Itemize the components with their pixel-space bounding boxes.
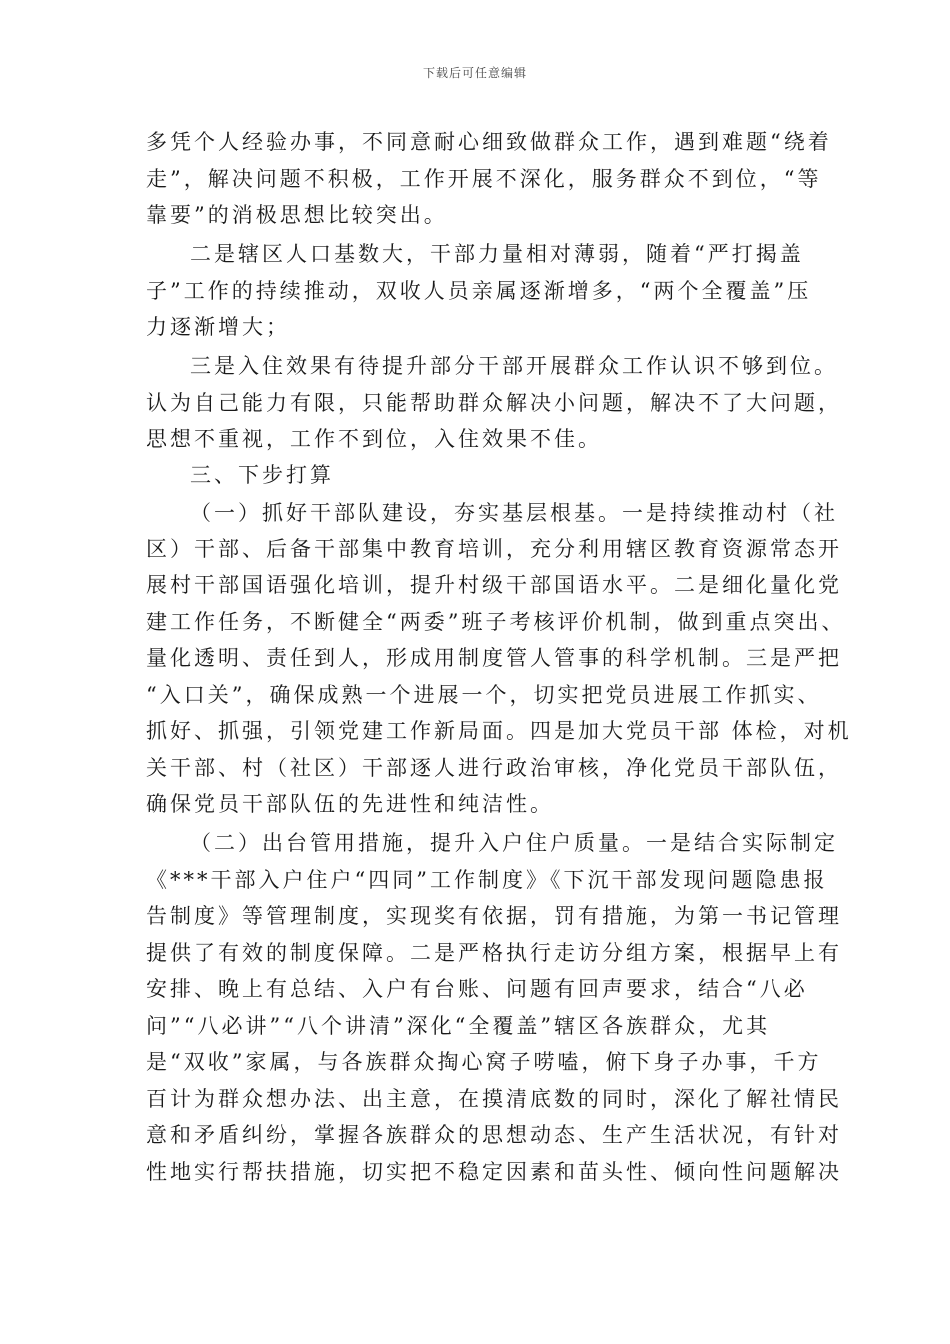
text-line: 认为自己能力有限，只能帮助群众解决小问题，解决不了大问题， <box>146 391 842 415</box>
text-line: 抓好、抓强，引领党建工作新局面。四是加大党员干部 体检，对机 <box>146 719 852 743</box>
text-line: 区）干部、后备干部集中教育培训，充分利用辖区教育资源常态开 <box>146 537 842 561</box>
text-line: 二是辖区人口基数大，干部力量相对薄弱，随着“严打揭盖 <box>190 242 804 266</box>
text-line: 思想不重视，工作不到位，入住效果不佳。 <box>146 427 602 451</box>
text-line: 三是入住效果有待提升部分干部开展群众工作认识不够到位。 <box>190 354 838 378</box>
text-line: （一）抓好干部队建设，夯实基层根基。一是持续推动村（社 <box>190 501 838 525</box>
text-line: 意和矛盾纠纷，掌握各族群众的思想动态、生产生活状况，有针对 <box>146 1123 842 1147</box>
text-line: 力逐渐增大； <box>146 315 290 339</box>
text-line: 告制度》等管理制度，实现奖有依据，罚有措施，为第一书记管理 <box>146 904 842 928</box>
text-line: “入口关”，确保成熟一个进展一个，切实把党员进展工作抓实、 <box>146 683 822 707</box>
section-heading: 三、下步打算 <box>190 463 334 487</box>
text-line: 子”工作的持续推动，双收人员亲属逐渐增多，“两个全覆盖”压 <box>146 279 812 303</box>
text-line: （二）出台管用措施，提升入户住户质量。一是结合实际制定 <box>190 831 838 855</box>
text-line: 提供了有效的制度保障。二是严格执行走访分组方案，根据早上有 <box>146 941 842 965</box>
text-line: 建工作任务，不断健全“两委”班子考核评价机制，做到重点突出、 <box>146 610 846 634</box>
text-line: 问”“八必讲”“八个讲清”深化“全覆盖”辖区各族群众，尤其 <box>146 1014 771 1038</box>
text-line: 关干部、村（社区）干部逐人进行政治审核，净化党员干部队伍， <box>146 756 842 780</box>
text-line: 《***干部入户住户“四同”工作制度》《下沉干部发现问题隐患报 <box>146 868 828 892</box>
text-line: 展村干部国语强化培训，提升村级干部国语水平。二是细化量化党 <box>146 573 842 597</box>
text-line: 安排、晚上有总结、入户有台账、问题有回声要求，结合“八必 <box>146 977 808 1001</box>
text-line: 走”，解决问题不积极，工作开展不深化，服务群众不到位，“等 <box>146 167 822 191</box>
text-line: 多凭个人经验办事，不同意耐心细致做群众工作，遇到难题“绕着 <box>146 130 832 154</box>
text-line: 靠要”的消极思想比较突出。 <box>146 203 448 227</box>
text-line: 性地实行帮扶措施，切实把不稳定因素和苗头性、倾向性问题解决 <box>146 1160 842 1184</box>
text-line: 量化透明、责任到人，形成用制度管人管事的科学机制。三是严把 <box>146 646 842 670</box>
text-line: 确保党员干部队伍的先进性和纯洁性。 <box>146 792 554 816</box>
page-header: 下载后可任意编辑 <box>422 66 527 80</box>
text-line: 是“双收”家属，与各族群众掏心窝子唠嗑，俯下身子办事，千方 <box>146 1050 822 1074</box>
text-line: 百计为群众想办法、出主意，在摸清底数的同时，深化了解社情民 <box>146 1087 842 1111</box>
